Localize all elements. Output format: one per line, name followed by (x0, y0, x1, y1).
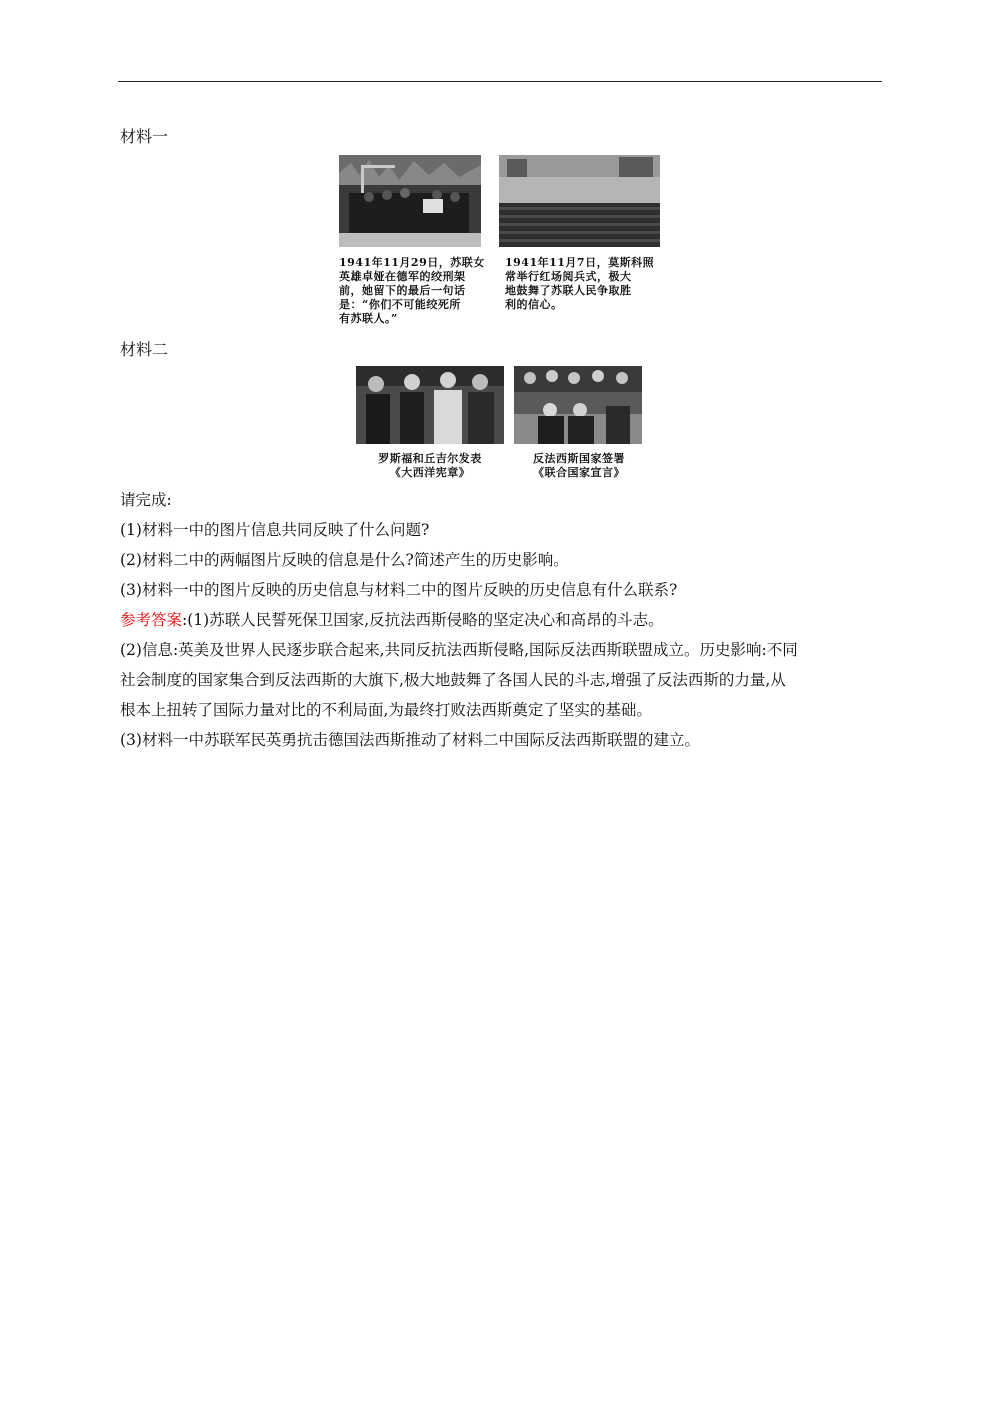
answer-1: :(1)苏联人民誓死保卫国家,反抗法西斯侵略的坚定决心和高昂的斗志。 (182, 611, 664, 629)
answer-2-line-3: 根本上扭转了国际力量对比的不利局面,为最终打败法西斯奠定了坚实的基础。 (120, 701, 652, 719)
task-intro: 请完成: (120, 491, 172, 509)
un-declaration-caption: 反法西斯国家签署 《联合国家宣言》 (533, 452, 625, 479)
zoya-photo-caption: 1941年11月29日，苏联女 英雄卓娅在德军的绞刑架 前，她留下的最后一句话 是：“你们不可能绞死所 有苏联人。” (339, 256, 485, 325)
header-rule (118, 81, 882, 82)
answer-1-line (120, 609, 890, 631)
question-3: (3)材料一中的图片反映的历史信息与材料二中的图片反映的历史信息有什么联系? (120, 581, 678, 599)
answer-2-line-2: 社会制度的国家集合到反法西斯的大旗下,极大地鼓舞了各国人民的斗志,增强了反法西斯的力量,从 (120, 671, 786, 689)
parade-photo-caption: 1941年11月7日，莫斯科照 常举行红场阅兵式，极大 地鼓舞了苏联人民争取胜 利的信心。 (505, 256, 655, 311)
atlantic-charter-caption: 罗斯福和丘吉尔发表 《大西洋宪章》 (378, 452, 482, 479)
zoya-execution-photo (339, 155, 481, 247)
question-1: (1)材料一中的图片信息共同反映了什么问题? (120, 521, 430, 539)
answer-2-line-1: (2)信息:英美及世界人民逐步联合起来,共同反抗法西斯侵略,国际反法西斯联盟成立。历史影响:不同 (120, 641, 798, 659)
answer-3: (3)材料一中苏联军民英勇抗击德国法西斯推动了材料二中国际反法西斯联盟的建立。 (120, 731, 700, 749)
answer-lead: 参考答案 (120, 611, 183, 629)
un-declaration-photo (514, 366, 642, 444)
atlantic-charter-photo (356, 366, 504, 444)
red-square-parade-photo (499, 155, 660, 247)
material1-label: 材料一 (120, 127, 169, 146)
question-2: (2)材料二中的两幅图片反映的信息是什么?简述产生的历史影响。 (120, 551, 569, 569)
material2-label: 材料二 (120, 340, 169, 359)
